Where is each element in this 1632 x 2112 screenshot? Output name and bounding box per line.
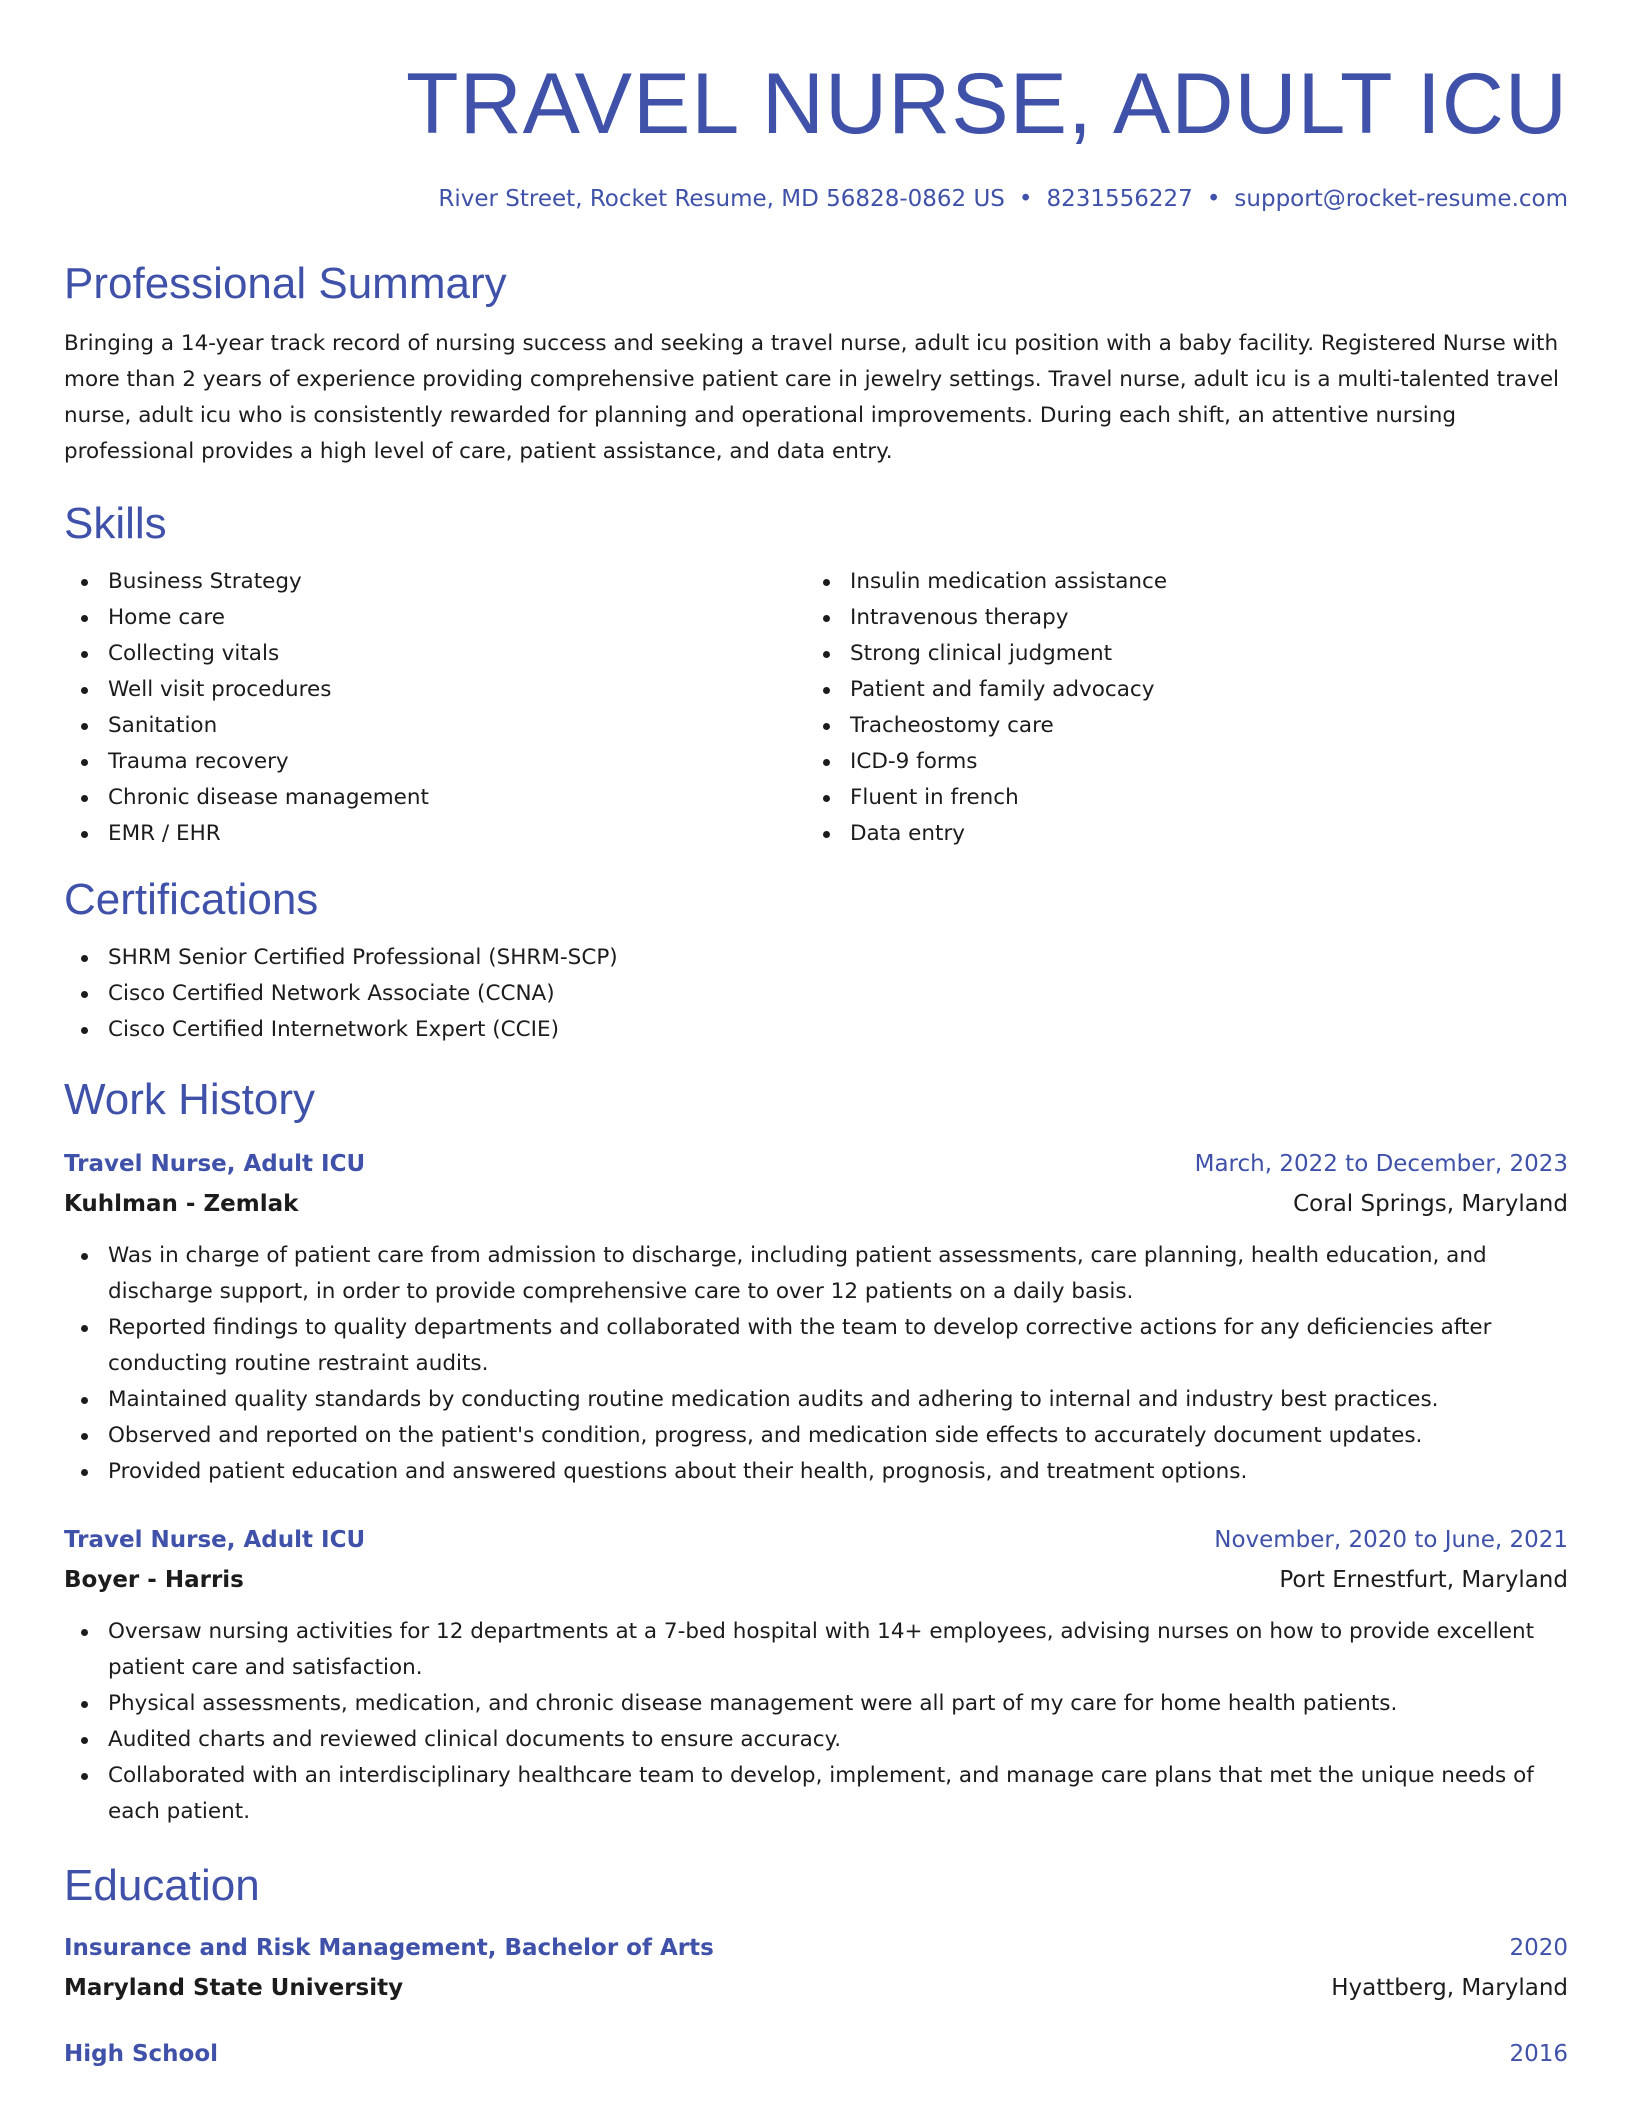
section-title-work-history: Work History (64, 1075, 315, 1124)
skill-item: Well visit procedures (64, 672, 806, 708)
certification-item: Cisco Certified Internetwork Expert (CCIE) (64, 1012, 1568, 1048)
education-entry (64, 2034, 1568, 2074)
contact-separator: • (1206, 186, 1221, 212)
job-bullet: Was in charge of patient care from admission to discharge, including patient assessments, care planning, health education, and discharge support, in order to provide comprehensive care to over 12 patients on a daily basis. (64, 1238, 1568, 1310)
job-bullets (64, 1238, 1568, 1490)
skills-columns (64, 564, 1568, 852)
skill-item: Trauma recovery (64, 744, 806, 780)
job-company: Kuhlman - Zemlak (64, 1191, 299, 1217)
summary-text: Bringing a 14-year track record of nursing success and seeking a travel nurse, adult icu position with a baby facility. Registered Nurse with more than 2 years of experience providing comprehensive patient care in jewelry settings. Travel nurse, adult icu is a multi-talented travel nurse, adult icu who is consistently rewarded for planning and operational improvements. During each shift, an attentive nursing professional provides a high level of care, patient assistance, and data entry. (64, 331, 1560, 464)
skill-item: Tracheostomy care (806, 708, 1548, 744)
job-bullet: Physical assessments, medication, and chronic disease management were all part of my care for home health patients. (64, 1686, 1568, 1722)
skill-item: Fluent in french (806, 780, 1548, 816)
skill-item: Collecting vitals (64, 636, 806, 672)
skill-item: Sanitation (64, 708, 806, 744)
job-bullet: Audited charts and reviewed clinical documents to ensure accuracy. (64, 1722, 1568, 1758)
skills-list-left (64, 564, 806, 852)
education-location: Hyattberg, Maryland (1331, 1975, 1568, 2001)
resume-header (64, 0, 1568, 214)
job-bullets (64, 1614, 1568, 1830)
skills-list-right (806, 564, 1548, 852)
education-year: 2020 (1509, 1935, 1568, 1961)
job-bullet: Maintained quality standards by conducting routine medication audits and adhering to internal and industry best practices. (64, 1382, 1568, 1418)
skill-item: Patient and family advocacy (806, 672, 1548, 708)
education-degree: Insurance and Risk Management, Bachelor of Arts (64, 1935, 714, 1961)
skill-item: Chronic disease management (64, 780, 806, 816)
job-bullet: Reported findings to quality departments and collaborated with the team to develop corrective actions for any deficiencies after conducting routine restraint audits. (64, 1310, 1568, 1382)
job-dates: March, 2022 to December, 2023 (1194, 1151, 1568, 1177)
job-bullet: Collaborated with an interdisciplinary healthcare team to develop, implement, and manage care plans that met the unique needs of each patient. (64, 1758, 1568, 1830)
job-location: Port Ernestfurt, Maryland (1279, 1567, 1568, 1593)
certification-item: Cisco Certified Network Associate (CCNA) (64, 976, 1568, 1012)
section-title-skills: Skills (64, 499, 167, 548)
job-entry (64, 1144, 1568, 1490)
contact-line (64, 184, 1568, 214)
section-title-education: Education (64, 1861, 260, 1910)
contact-phone: 8231556227 (1046, 186, 1193, 212)
section-title-certifications: Certifications (64, 875, 319, 924)
job-bullet: Oversaw nursing activities for 12 departments at a 7-bed hospital with 14+ employees, advising nurses on how to provide excellent patient care and satisfaction. (64, 1614, 1568, 1686)
education-school: Maryland State University (64, 1975, 404, 2001)
skill-item: Strong clinical judgment (806, 636, 1548, 672)
job-title: Travel Nurse, Adult ICU (64, 1527, 366, 1553)
education-year: 2016 (1509, 2041, 1568, 2067)
skill-item: Insulin medication assistance (806, 564, 1548, 600)
contact-separator: • (1018, 186, 1033, 212)
job-bullet: Observed and reported on the patient's condition, progress, and medication side effects to accurately document updates. (64, 1418, 1568, 1454)
certifications-list (64, 940, 1568, 1048)
job-dates: November, 2020 to June, 2021 (1214, 1527, 1568, 1553)
certification-item: SHRM Senior Certified Professional (SHRM-SCP) (64, 940, 1568, 976)
education-degree: High School (64, 2041, 219, 2067)
education-entry (64, 1928, 1568, 2008)
skill-item: Intravenous therapy (806, 600, 1548, 636)
contact-address: River Street, Rocket Resume, MD 56828-0862 US (438, 186, 1005, 212)
skill-item: Business Strategy (64, 564, 806, 600)
job-title: Travel Nurse, Adult ICU (64, 1151, 366, 1177)
job-entry (64, 1520, 1568, 1830)
job-bullet: Provided patient education and answered questions about their health, prognosis, and treatment options. (64, 1454, 1568, 1490)
job-company: Boyer - Harris (64, 1567, 244, 1593)
skill-item: ICD-9 forms (806, 744, 1548, 780)
skill-item: Home care (64, 600, 806, 636)
section-title-summary: Professional Summary (64, 259, 507, 308)
candidate-name: TRAVEL NURSE, ADULT ICU (406, 56, 1568, 152)
job-location: Coral Springs, Maryland (1293, 1191, 1568, 1217)
skill-item: Data entry (806, 816, 1548, 852)
skill-item: EMR / EHR (64, 816, 806, 852)
contact-email: support@rocket-resume.com (1234, 186, 1568, 212)
